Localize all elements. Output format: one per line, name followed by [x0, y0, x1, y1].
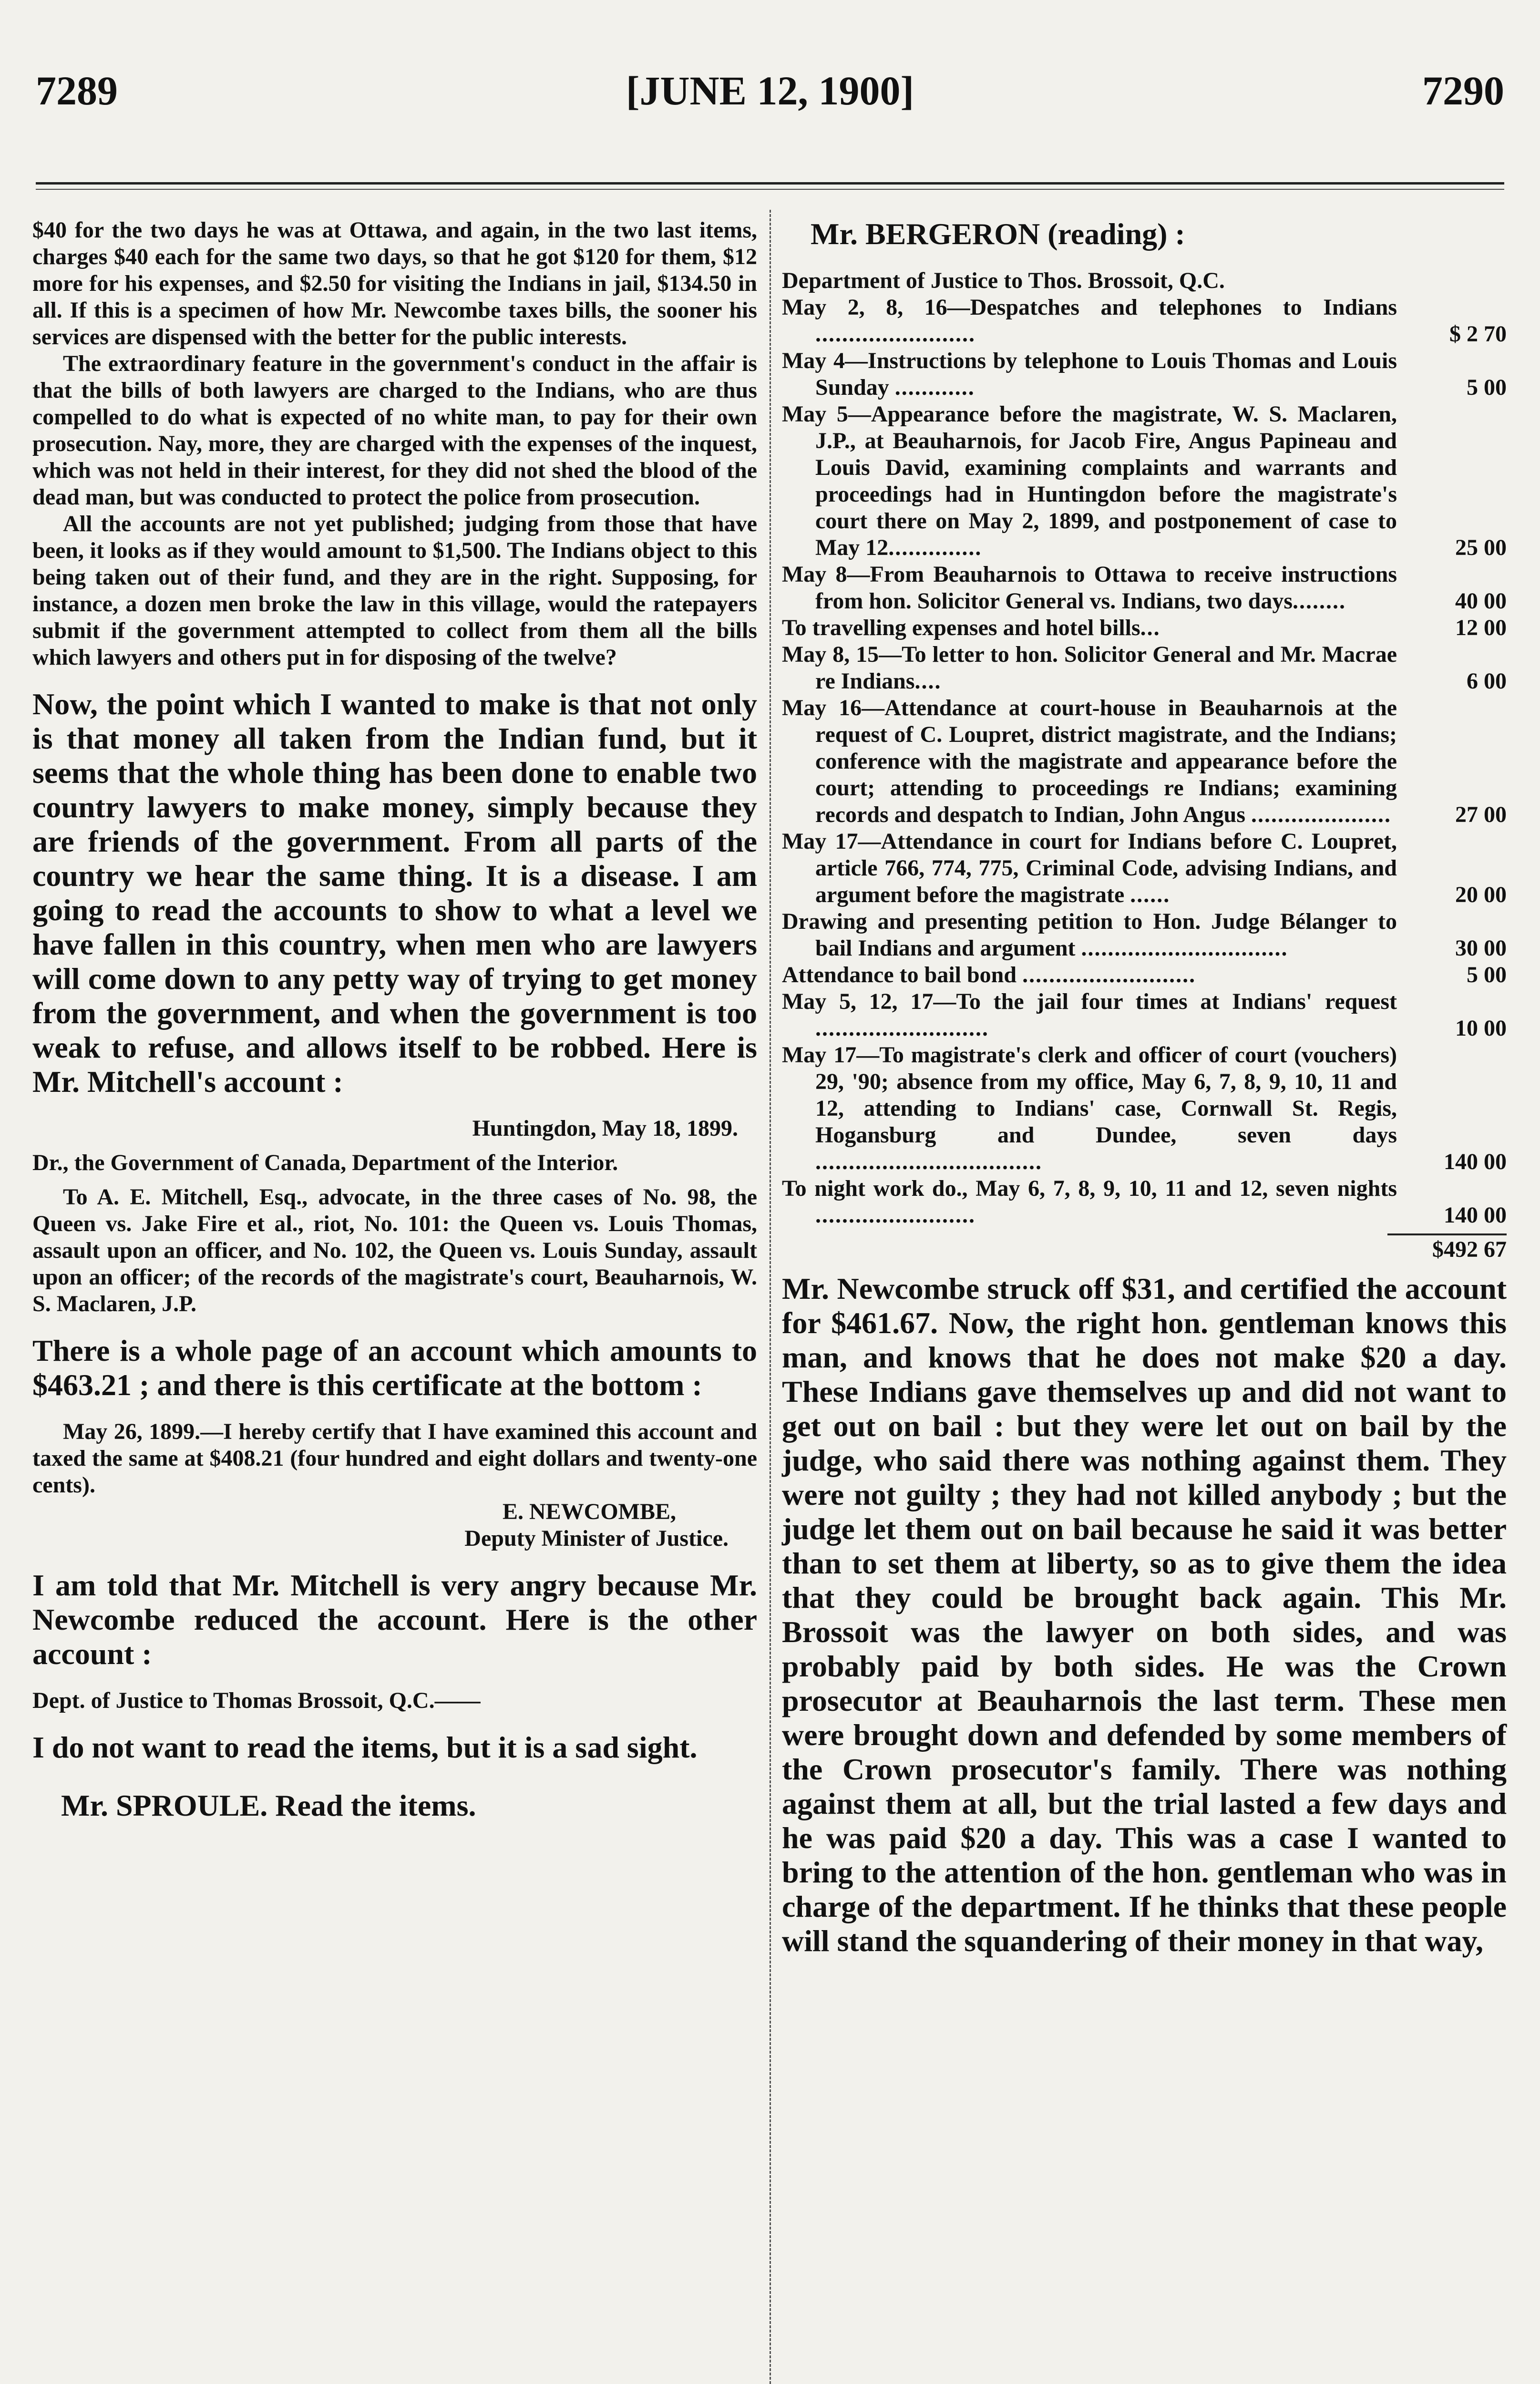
paragraph: All the accounts are not yet published; judging from those that have been, it looks as if they would amount to $1,500. The Indians object to this being taken out of their fund, and they are in the right. Supposing, for instance, a dozen men broke the law in this village, would the ratepayers submit if the government attempted to collect from them all the bills which lawyers and others put in for disposing of the twelve? — [32, 511, 757, 670]
account-item — [782, 695, 1507, 828]
account-item — [782, 988, 1507, 1042]
account-debtor: Dr., the Government of Canada, Department of the Interior. — [32, 1150, 618, 1175]
item-amount: 40 00 — [1455, 588, 1507, 614]
account-item — [782, 1042, 1507, 1175]
paragraph: $40 for the two days he was at Ottawa, and again, in the two last items, charges $40 each for the same two days, so that he got $120 for them, $12 more for his expenses, and $2.50 for visiting the Indians in jail, $134.50 in all. If this is a specimen of how Mr. Newcombe taxes bills, the sooner his services are dispensed with the better for the public interests. — [32, 217, 757, 349]
item-text: May 4—Instructions by telephone to Louis Thomas and Louis Sunday — [782, 348, 1397, 400]
speaker-name: Mr. SPROULE. — [61, 1788, 268, 1822]
certificate-block — [32, 1418, 757, 1552]
item-text: May 2, 8, 16—Despatches and telephones to Indians — [782, 295, 1397, 320]
account-item — [782, 641, 1507, 695]
speech-block — [32, 687, 757, 1099]
leader-dots: ........ — [1293, 588, 1346, 614]
left-page-number: 7289 — [36, 68, 118, 113]
speech-paragraph: I do not want to read the items, but it is a sad sight. — [32, 1730, 698, 1764]
speech-paragraph: Now, the point which I wanted to make is that not only is that money all taken from the Indian fund, but it seems that the whole thing has been done to enable two country lawyers to make money, simply because they are friends of the government. From all parts of the country we hear the same thing. It is a disease. I am going to read the accounts to show to what a level we have fallen in this country, when men who are lawyers will come down to any petty way of trying to get money from the government, and when the government is too weak to refuse, and allows itself to be robbed. Here is Mr. Mitchell's account : — [32, 687, 757, 1099]
small-text-block — [32, 217, 757, 671]
leader-dots: .............. — [888, 535, 982, 560]
item-text: May 17—Attendance in court for Indians before C. Loupret, article 766, 774, 775, Criminal Code, advising Indians, and argument before the magistrate — [782, 829, 1397, 907]
item-amount: 27 00 — [1455, 802, 1507, 827]
item-amount: 5 00 — [1467, 375, 1507, 400]
leader-dots: ........................ — [815, 321, 975, 347]
page-header — [36, 62, 1504, 119]
item-amount: 12 00 — [1455, 615, 1507, 640]
item-text: To travelling expenses and hotel bills — [782, 615, 1140, 640]
item-text: May 5, 12, 17—To the jail four times at Indians' request — [782, 989, 1397, 1014]
account-recipient: To A. E. Mitchell, Esq., advocate, in the three cases of No. 98, the Queen vs. Jake Fire et al., riot, No. 101: the Queen vs. Louis Thomas, assault upon an officer, and No. 102, the Queen vs. Louis Sunday, assault upon an officer; of the records of the magistrate's court, Beauharnois, W. S. Maclaren, J.P. — [32, 1184, 757, 1316]
item-text: Attendance to bail bond — [782, 962, 1023, 987]
speech-block — [32, 1788, 757, 1823]
leader-dots: ........................ — [815, 1202, 975, 1228]
item-amount: 140 00 — [1444, 1202, 1507, 1228]
item-text: May 8—From Beauharnois to Ottawa to receive instructions from hon. Solicitor General vs. Indians, two days — [782, 562, 1397, 614]
header-rule — [36, 182, 1504, 185]
leader-dots: .......................... — [1022, 962, 1196, 987]
account-total: $492 67 — [1432, 1237, 1507, 1262]
account-block — [32, 1115, 757, 1317]
item-text: May 16—Attendance at court-house in Beauharnois at the request of C. Loupret, district magistrate, and the Indians; conference with the magistrate and appearance before the court; attending to proceedings re Indians; examining records and despatch to Indian, John Angus — [782, 695, 1397, 827]
certificate-text: May 26, 1899.—I hereby certify that I have examined this account and taxed the same at $408.21 (four hundred and eight dollars and twenty-one cents). — [32, 1419, 757, 1498]
dept-line: Dept. of Justice to Thomas Brossoit, Q.C.—— — [32, 1688, 481, 1713]
item-amount: 10 00 — [1455, 1016, 1507, 1041]
leader-dots: .......................... — [815, 1016, 989, 1041]
leader-dots: ...... — [1130, 882, 1170, 907]
account-item — [782, 615, 1507, 641]
item-text: To night work do., May 6, 7, 8, 9, 10, 11 and 12, seven nights — [782, 1176, 1397, 1201]
speaker-line — [782, 217, 1507, 251]
speech-paragraph: Mr. Newcombe struck off $31, and certified the account for $461.67. Now, the right hon. gentleman knows this man, and knows that he does not make $20 a day. These Indians gave themselves up and did not want to get out on bail : but they were let out on bail by the judge, who said there was nothing against them. They were not guilty ; they had not killed anybody ; but the judge let them out on bail because he said it was better than to set them at liberty, so as to give them the idea that they could be brought back again. This Mr. Brossoit was the lawyer on both sides, and was probably paid by both sides. He was the Crown prosecutor at Beauharnois the last term. These men were brought down and defended by some members of the Crown prosecutor's family. There was nothing against them at all, but the trial lasted a few days and he was paid $20 a day. This was a case I wanted to bring to the attention of the hon. gentleman who was in charge of the department. If he thinks that these people will stand the squandering of their money in that way, — [782, 1272, 1507, 1958]
item-text: Drawing and presenting petition to Hon. Judge Bélanger to bail Indians and argument — [782, 909, 1397, 961]
account-title: Department of Justice to Thos. Brossoit, Q.C. — [782, 268, 1225, 293]
speech-paragraph: I am told that Mr. Mitchell is very angry because Mr. Newcombe reduced the account. Here is the other account : — [32, 1568, 757, 1671]
leader-dots: ............................... — [1081, 935, 1288, 961]
paragraph: The extraordinary feature in the government's conduct in the affair is that the bills of both lawyers are charged to the Indians, who are thus compelled to do what is expected of no white man, to pay for their own prosecution. Nay, more, they are charged with the expenses of the inquest, which was not held in their interest, for they did not shed the blood of the dead man, but was conducted to protect the police from prosecution. — [32, 351, 757, 510]
column-divider — [770, 210, 771, 2384]
signature-name: E. NEWCOMBE, — [502, 1499, 676, 1524]
item-text: May 8, 15—To letter to hon. Solicitor General and Mr. Macrae re Indians — [782, 642, 1397, 694]
right-column — [782, 217, 1507, 1958]
item-amount: 25 00 — [1455, 535, 1507, 560]
leader-dots: .................................. — [815, 1149, 1042, 1174]
interjection-text: Read the items. — [275, 1788, 476, 1822]
speaker-suffix: (reading) : — [1047, 217, 1185, 251]
dept-line-block — [32, 1687, 757, 1714]
signature-title: Deputy Minister of Justice. — [464, 1526, 729, 1551]
speech-block — [32, 1334, 757, 1402]
account-item — [782, 348, 1507, 401]
leader-dots: ..................... — [1251, 802, 1392, 827]
item-text: May 17—To magistrate's clerk and officer of court (vouchers) 29, '90; absence from my office, May 6, 7, 8, 9, 10, 11 and 12, attending to Indians' case, Cornwall St. Regis, Hogansburg and Dundee, seven days — [782, 1042, 1397, 1148]
speech-block — [32, 1730, 757, 1765]
speech-paragraph: There is a whole page of an account which amounts to $463.21 ; and there is this certificate at the bottom : — [32, 1334, 757, 1402]
item-amount: 6 00 — [1467, 668, 1507, 694]
account-item — [782, 1175, 1507, 1229]
speech-block — [782, 1272, 1507, 1958]
item-text: May 5—Appearance before the magistrate, W. S. Maclaren, J.P., at Beauharnois, for Jacob Fire, Angus Papineau and Louis David, examining complaints and warrants and proceedings had in Huntingdon before the magistrate's court there on May 2, 1899, and postponement of case to May 12 — [782, 401, 1397, 560]
account-item — [782, 561, 1507, 615]
leader-dots: ... — [1140, 615, 1160, 640]
account-item — [782, 962, 1507, 988]
account-item — [782, 294, 1507, 348]
header-date: [JUNE 12, 1900] — [626, 68, 914, 113]
item-amount: 140 00 — [1444, 1149, 1507, 1174]
header-rule-thin — [36, 189, 1504, 190]
leader-dots: ............ — [894, 375, 975, 400]
account-item — [782, 828, 1507, 908]
dateline: Huntingdon, May 18, 1899. — [472, 1116, 738, 1141]
item-amount: 20 00 — [1455, 882, 1507, 907]
interjection — [32, 1788, 757, 1823]
item-amount: 5 00 — [1467, 962, 1507, 987]
speech-block — [32, 1568, 757, 1671]
item-amount: 30 00 — [1455, 935, 1507, 961]
speaker-name: Mr. BERGERON — [811, 217, 1040, 251]
account-item — [782, 401, 1507, 561]
account-item — [782, 908, 1507, 962]
right-page-number: 7290 — [1422, 68, 1504, 113]
leader-dots: .... — [914, 668, 942, 694]
account-items — [782, 294, 1507, 1229]
item-amount: $ 2 70 — [1449, 321, 1507, 347]
left-column — [32, 217, 757, 1823]
account-title-block — [782, 267, 1507, 294]
